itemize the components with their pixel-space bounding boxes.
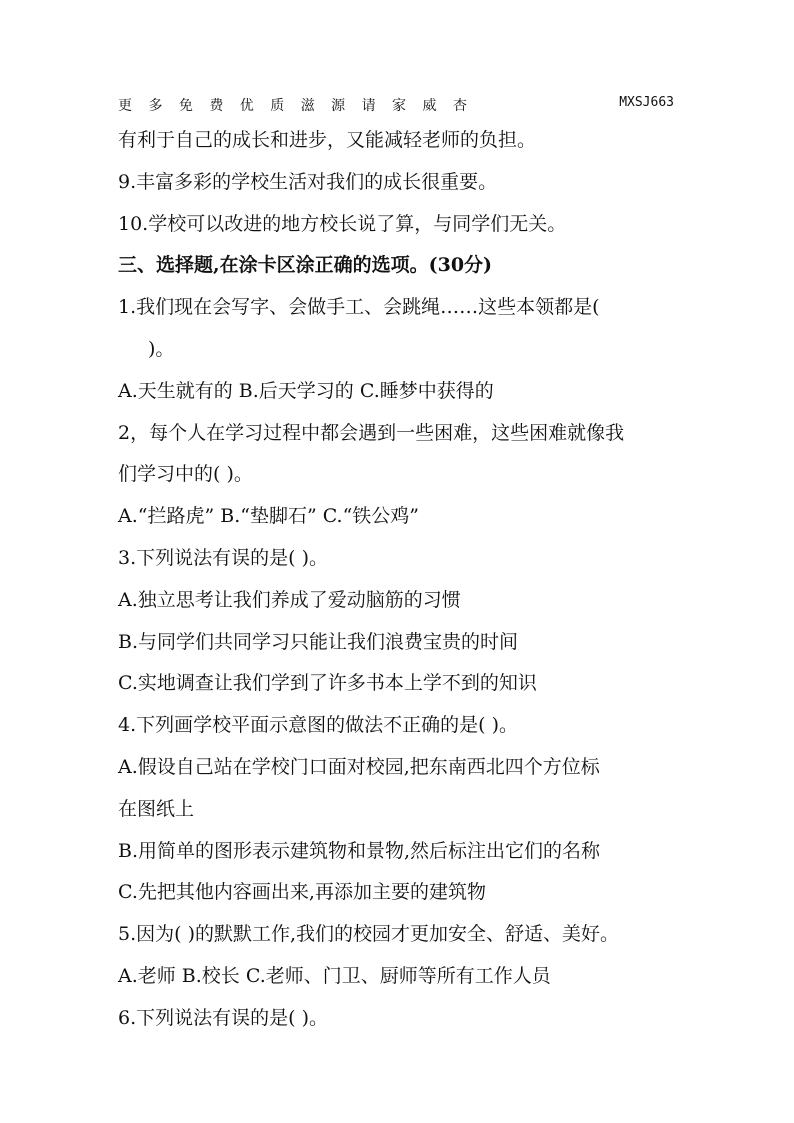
question-2-options: A.“拦路虎” B.“垫脚石” C.“铁公鸡” bbox=[118, 505, 420, 528]
question-3-option-a: A.独立思考让我们养成了爱动脑筋的习惯 bbox=[118, 588, 461, 611]
question-2-continued: 们学习中的( )。 bbox=[118, 463, 253, 486]
question-2: 2，每个人在学习过程中都会遇到一些困难，这些困难就像我 bbox=[118, 421, 625, 444]
question-4-option-b: B.用简单的图形表示建筑物和景物,然后标注出它们的名称 bbox=[118, 839, 601, 862]
statement-9: 9.丰富多彩的学校生活对我们的成长很重要。 bbox=[118, 170, 498, 193]
header-code: MXSJ663 bbox=[619, 95, 674, 110]
section-heading-choice: 三、选择题,在涂卡区涂正确的选项。(30分) bbox=[118, 254, 493, 277]
statement-10: 10.学校可以改进的地方校长说了算，与同学们无关。 bbox=[118, 212, 567, 235]
question-4-option-c: C.先把其他内容画出来,再添加主要的建筑物 bbox=[118, 881, 486, 904]
question-1-continued: )。 bbox=[148, 337, 175, 360]
document-body bbox=[118, 120, 678, 1040]
page-header bbox=[118, 95, 674, 117]
question-3: 3.下列说法有误的是( )。 bbox=[118, 546, 328, 569]
question-3-option-c: C.实地调查让我们学到了许多书本上学不到的知识 bbox=[118, 672, 537, 695]
question-3-option-b: B.与同学们共同学习只能让我们浪费宝贵的时间 bbox=[118, 630, 519, 653]
question-1-options: A.天生就有的 B.后天学习的 C.睡梦中获得的 bbox=[118, 379, 494, 402]
question-5-options: A.老师 B.校长 C.老师、门卫、厨师等所有工作人员 bbox=[118, 964, 551, 987]
question-1: 1.我们现在会写字、会做手工、会跳绳……这些本领都是( bbox=[118, 296, 600, 319]
question-4-option-a: A.假设自己站在学校门口面对校园,把东南西北四个方位标 bbox=[118, 755, 600, 778]
question-4: 4.下列画学校平面示意图的做法不正确的是( )。 bbox=[118, 714, 518, 737]
question-6: 6.下列说法有误的是( )。 bbox=[118, 1006, 328, 1029]
question-5: 5.因为( )的默默工作,我们的校园才更加安全、舒适、美好。 bbox=[118, 923, 620, 946]
question-4-option-a-continued: 在图纸上 bbox=[118, 797, 195, 820]
header-promo-text: 更 多 免 费 优 质 滋 源 请 家 威 杏 bbox=[118, 98, 470, 114]
text-line: 有利于自己的成长和进步，又能减轻老师的负担。 bbox=[118, 129, 537, 151]
